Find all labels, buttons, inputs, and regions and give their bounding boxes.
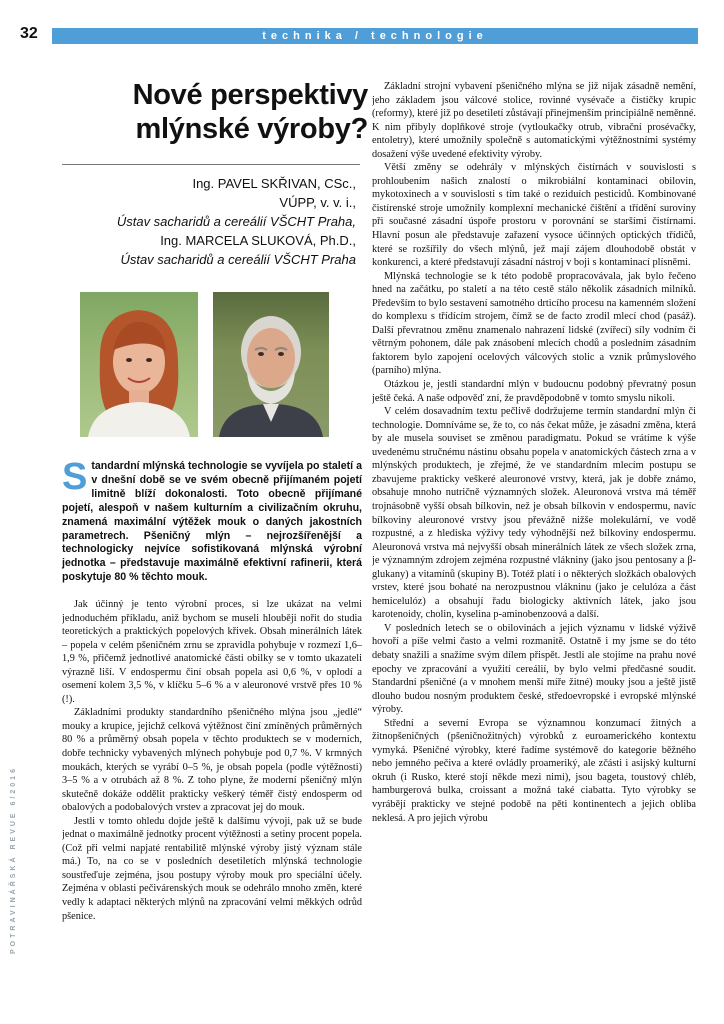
author-photo-woman bbox=[80, 292, 198, 437]
author-photo-man bbox=[213, 292, 329, 437]
lead-text: tandardní mlýnská technologie se vyvíjela po staletí a v dnešní době se ve svém obecně přijímaném pojetí limitně blíží dokonalosti. Toto obecně přijímané pojetí, alespoň v našem kulturním a civilizačním okruhu, znamená maximální výtěžek mouk o daných jakostních parametrech. Pšeničný mlýn – nejrozšířenější a technologicky nejvíce sofistikovaná mlýnská výrobní jednotka – představuje maximálně efektivní rafinerii, která poskytuje 80 % těchto mouk. bbox=[62, 460, 362, 584]
drop-cap: S bbox=[62, 456, 88, 498]
journal-side-label: POTRAVINÁŘSKÁ REVUE 6/2016 bbox=[10, 766, 17, 954]
body-paragraph: Základní strojní vybavení pšeničného mlýna se již nijak zásadně nemění, jeho základem jsou válcové stolice, rovinné vysévače a čističky krupic (reformy), které již po desetiletí zůstávají přinejmenším principiálně neměnné. K nim přibyly doplňkové stroje (vytloukačky otrub, vibrační prosévačky, entoletry), které umožnily společně s automatickými výtěžnostními systémy dosažení výše uvedené efektivity výroby. bbox=[372, 81, 696, 160]
article-lead bbox=[62, 456, 362, 585]
body-paragraph: Střední a severní Evropa se významnou konzumací žitných a žitnopšeničných (pšeničnožitných) výrobků z euroamerického kontextu vymyká. Pšeničné výrobky, které řadíme systémově do kategorie běžného nebo jemného pečiva a které ovládly proameriký, ale zčásti i asijský kulturní okruh (i Rusko, které stojí někde mezi nimi), jsou bageta, toustový chléb, hamburgerová bulka, croissant a možná také ciabatta. Tyto výrobky se vyrábějí prakticky ve stejné podobě na pěti kontinentech a jejich obliba neklesá. A pro jejich výrobu bbox=[372, 717, 696, 824]
author-block bbox=[62, 174, 356, 269]
author-line: Ústav sacharidů a cereálií VŠCHT Praha bbox=[120, 252, 356, 267]
body-paragraph: Otázkou je, jestli standardní mlýn v budoucnu podobný převratný posun ještě čeká. A naše odpověď zní, že pravděpodobně v tomto smyslu nikoli. bbox=[372, 379, 696, 404]
section-header: technika / technologie bbox=[52, 28, 698, 44]
body-column-left bbox=[62, 598, 362, 990]
article-title bbox=[68, 78, 368, 146]
title-line-2: mlýnské výroby? bbox=[135, 113, 368, 145]
body-paragraph: V celém dosavadním textu pečlivě dodržujeme termín standardní mlýn či technologie. Domníváme se, že to, co nás čekat může, je zásadní změna, která by ale musela souviset se změnou paradigmatu. Pokud se vrátíme k výše uvedenému stručnému nástinu obsahu popela v anatomických částech zrna a v mlýnských produktech, je zřejmé, že ve standardním mlecím postupu se zbavujeme prakticky veškeré aleuronové vrstvy, která, jak je dobře známo, obsahuje mnoho nutričně významných složek. Aleuronová vrstva má téměř trojnásobně vyšší obsah bílkovin, než je obsah bílkovin v endospermu, navíc bílkoviny aleuronové vrstvy jsou převážně nižše molekulární, ve vodě rozpustné, a z hlediska výživy tedy výhodnější než bílkoviny endospermu. Aleuronová vrstva má nejvyšší obsah minerálních látek ze všech složek zrna, je významným zdrojem zejména rozpustné vlákniny (jako jsou pentosany a β-glukany) a vitamínů (skupiny B). Totéž platí i o některých složkách obalových vrstev, které jsou bohaté na nerozpustnou vlákninu (jako je celulóza a část hemicelulóz) a obsahují řadu biologicky aktivních látek, jako jsou karotenoidy, cholin, kyselina p-aminobenzoová a další. bbox=[372, 406, 696, 621]
author-line: Ústav sacharidů a cereálií VŠCHT Praha, bbox=[116, 214, 356, 229]
body-paragraph: Základními produkty standardního pšeničného mlýna jsou „jedlé“ mouky a krupice, jejichž celková výtěžnost činí zmíněných průměrných 80 % a průměrný obsah popela v těchto produktech se v moderních, dobře technicky vybavených mlýnech pohybuje pod 0,7 %. V krmných moukách, kterých se vyrábí 0–5 %, je obsah popela (podle výtěžnosti) 3–5 % a v otrubách až 8 %. Z toho plyne, že moderní pšeničný mlýn skutečně dokáže oddělit prakticky veškerý téměř čistý endosperm od obalových a podobalových vrstev a zpracovat jej do mouk. bbox=[62, 707, 362, 814]
title-line-1: Nové perspektivy bbox=[132, 79, 368, 111]
author-line: VÚPP, v. v. i., bbox=[279, 195, 356, 210]
body-column-right bbox=[372, 80, 696, 990]
author-line: Ing. PAVEL SKŘIVAN, CSc., bbox=[192, 176, 356, 191]
title-divider bbox=[62, 164, 360, 165]
body-paragraph: Jak účinný je tento výrobní proces, si lze ukázat na velmi jednoduchém příkladu, aniž bychom se museli hlouběji nořit do studia teoretických a praktických popelových křivek. Obsah minerálních látek – popela v celém pšeničném zrnu se zpravidla pohybuje v rozmezí 1,6–1,9 %, přičemž jednotlivé anatomické části obilky se v tomto ukazateli výrazně liší. V endospermu činí obsah popela asi 0,6 %, v oplodí a osemení kolem 3,5 %, v klíčku 5–6 % a v aleuronové vrstvě přes 10 % (!). bbox=[62, 599, 362, 705]
body-paragraph: Větší změny se odehrály v mlýnských čistírnách v souvislosti s prohloubením našich znalostí o mikrobiální kontaminaci obilovin, mykotoxinech a v souvislosti s tím také o reziduích pesticidů. Kombinované čistírenské stroje umožnily komplexní mechanické čištění a třídění suroviny při současné zásadní úspoře prostoru v porovnání se staršími čistírnami. Hlavní posun ale představuje zařazení vysoce účinných optických třídičů, které se rozšířily do všech mlýnů, jež mají zájem dlouhodobě obstát v konkurenci, a které představují zásadní nástroj v boji s kontaminací plísněmi. bbox=[372, 162, 696, 269]
body-paragraph: Mlýnská technologie se k této podobě propracovávala, jak bylo řečeno hned na začátku, po staletí a na této cestě stálo několik zásadních milníků. Především to bylo sestavení samotného drticího procesu na kamenném složení do komplexu s třídícím strojem, čímž se de facto zrodil mlecí chod (pasáž). Další převratnou změnu znamenalo nahrazení lidské (zvířecí) síly vodním či větrným pohonem, dále pak znásobení mlecích chodů a posledním zásadním faktorem bylo zapojení ocelových válcových stolic a vznik průmyslového (parního) mlýna. bbox=[372, 270, 696, 377]
body-paragraph: V posledních letech se o obilovinách a jejich významu v lidské výživě hovoří a píše velmi často a velmi rozmanitě. Ostatně i my jsme se do této debaty snažili a snažíme svým dílem přispět. Jestli ale stojíme na prahu nové epochy ve zpracování a využití cereálií, by bylo velmi předčasné soudit. Standardní pšeničné (a v mnohem menší míře žitné) mouky jsou a ještě jistě dlouho budou nosným produktem české, středoevropské i evropské mlýnské výroby. bbox=[372, 622, 696, 716]
body-paragraph: Jestli v tomto ohledu dojde ještě k dalšímu vývoji, pak už se bude jednat o maximálně jednotky procent výtěžnosti a setiny procent popela. (Což při velmi napjaté rentabilitě mlýnské výroby jistý význam stále má.) To, na co se v posledních desetiletích mlýnská technologie soustřeďuje zejména, jsou postupy výroby mouk pro speciální účely. Zejména v oblasti pečivárenských mouk se odehrálo mnoho změn, které vedly k adaptaci některých mlýnů na zpracování velmi měkkých odrůd pšenice. bbox=[62, 815, 362, 922]
page-number: 32 bbox=[20, 25, 38, 42]
author-line: Ing. MARCELA SLUKOVÁ, Ph.D., bbox=[160, 233, 356, 248]
